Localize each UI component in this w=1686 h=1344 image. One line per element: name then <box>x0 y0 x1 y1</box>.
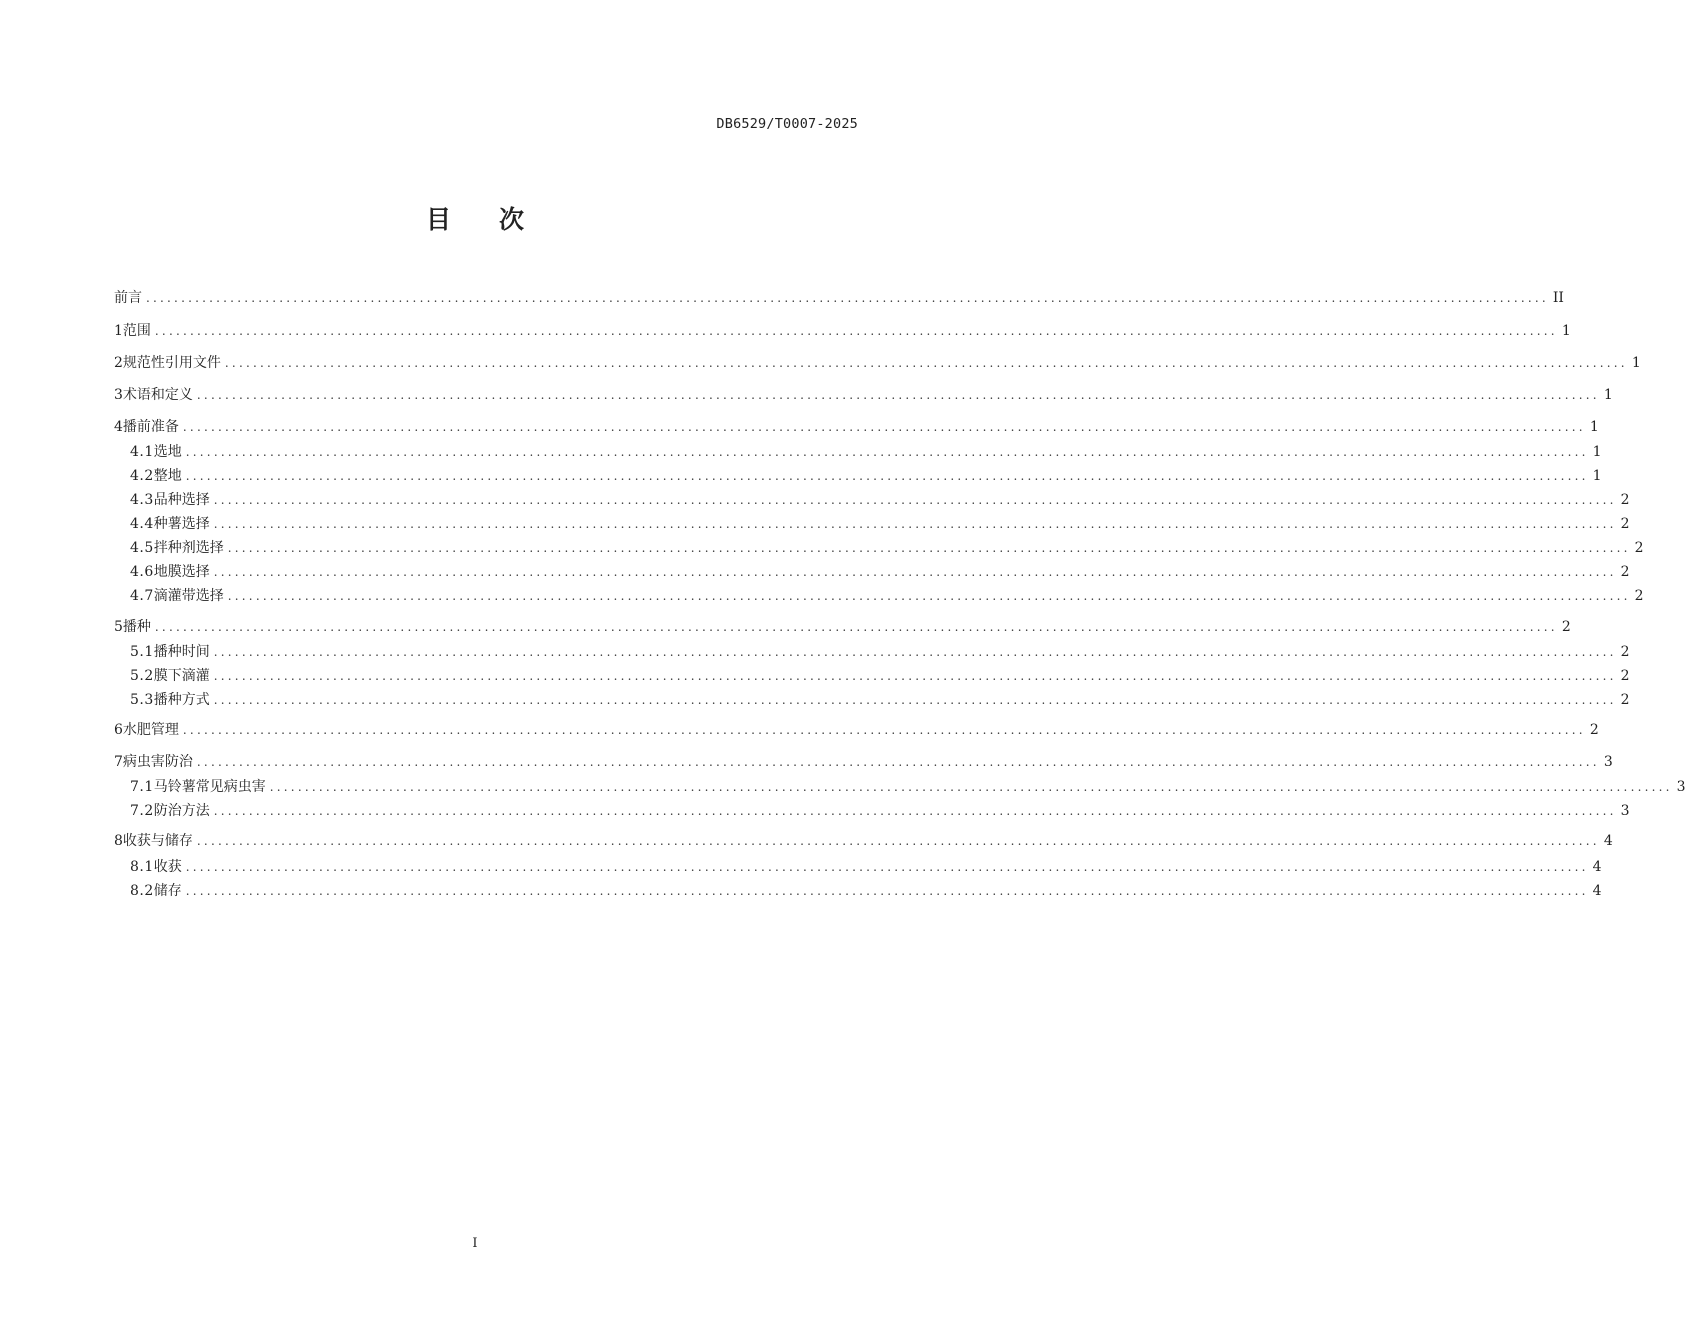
toc-entry-label: 马铃薯常见病虫害 <box>153 779 266 795</box>
toc-entry-label: 膜下滴灌 <box>153 668 210 684</box>
toc-leader-dots: ........................................................................................................................................................................................................ <box>146 291 1549 305</box>
toc-entry[interactable] <box>130 538 1644 558</box>
toc-entry-number: 4.5 <box>130 540 154 556</box>
toc-entry-number: 4.1 <box>130 444 154 460</box>
document-code: DB6529/T0007-2025 <box>716 116 858 132</box>
toc-entry-page: 2 <box>1620 564 1630 580</box>
toc-entry[interactable] <box>130 490 1630 510</box>
toc-entry-label: 前言 <box>114 290 142 306</box>
toc-entry-number: 8.2 <box>130 883 154 899</box>
toc-leader-dots: ........................................................................................................................................................................................................ <box>185 884 1589 898</box>
page-number: I <box>472 1236 478 1251</box>
toc-entry[interactable] <box>130 857 1602 877</box>
toc-entry[interactable] <box>130 801 1630 821</box>
toc-entry-page: 2 <box>1620 492 1630 508</box>
toc-entry[interactable] <box>114 617 1571 637</box>
toc-leader-dots: ........................................................................................................................................................................................................ <box>185 469 1589 483</box>
toc-entry-label: 播种方式 <box>153 692 210 708</box>
toc-entry[interactable] <box>130 777 1686 797</box>
toc-entry-page: 1 <box>1631 355 1641 371</box>
toc-leader-dots: ........................................................................................................................................................................................................ <box>224 356 1628 370</box>
toc-entry-page: 2 <box>1561 619 1571 635</box>
toc-entry[interactable] <box>130 642 1630 662</box>
toc-entry-label: 储存 <box>153 883 182 899</box>
toc-entry-label: 品种选择 <box>153 492 210 508</box>
toc-leader-dots: ........................................................................................................................................................................................................ <box>213 565 1617 579</box>
toc-entry-number: 7 <box>114 754 123 770</box>
toc-entry-number: 4.3 <box>130 492 154 508</box>
toc-entry-page: 1 <box>1561 323 1571 339</box>
toc-entry-number: 7.1 <box>130 779 154 795</box>
toc-entry[interactable] <box>130 881 1602 901</box>
toc-entry-label: 收获与储存 <box>122 833 193 849</box>
toc-entry[interactable] <box>114 417 1599 437</box>
toc-entry[interactable] <box>114 720 1599 740</box>
toc-entry-page: 3 <box>1620 803 1630 819</box>
toc-entry-number: 5.1 <box>130 644 154 660</box>
toc-leader-dots: ........................................................................................................................................................................................................ <box>213 693 1617 707</box>
toc-entry-label: 地膜选择 <box>153 564 210 580</box>
toc-leader-dots: ........................................................................................................................................................................................................ <box>182 420 1586 434</box>
toc-entry-label: 规范性引用文件 <box>122 355 221 371</box>
toc-entry-page: 2 <box>1620 644 1630 660</box>
toc-entry-page: 1 <box>1592 444 1602 460</box>
toc-entry-page: 4 <box>1592 859 1602 875</box>
toc-entry[interactable] <box>114 353 1641 373</box>
toc-entry-number: 8 <box>114 833 123 849</box>
toc-entry-label: 拌种剂选择 <box>153 540 224 556</box>
toc-entry-number: 8.1 <box>130 859 154 875</box>
toc-entry-label: 水肥管理 <box>122 722 179 738</box>
toc-entry-number: 3 <box>114 387 123 403</box>
toc-entry-number: 2 <box>114 355 123 371</box>
toc-entry-number: 5.3 <box>130 692 154 708</box>
toc-entry-label: 种薯选择 <box>153 516 210 532</box>
toc-leader-dots: ........................................................................................................................................................................................................ <box>213 804 1617 818</box>
toc-entry-number: 4.4 <box>130 516 154 532</box>
toc-entry-page: 2 <box>1620 516 1630 532</box>
toc-leader-dots: ........................................................................................................................................................................................................ <box>154 620 1558 634</box>
toc-leader-dots: ........................................................................................................................................................................................................ <box>213 493 1617 507</box>
toc-leader-dots: ........................................................................................................................................................................................................ <box>185 445 1589 459</box>
toc-entry-page: 4 <box>1603 833 1613 849</box>
toc-entry-number: 4.2 <box>130 468 154 484</box>
toc-entry-page: 2 <box>1589 722 1599 738</box>
toc-entry-page: 1 <box>1589 419 1599 435</box>
toc-entry-number: 4.7 <box>130 588 154 604</box>
toc-entry[interactable] <box>114 831 1613 851</box>
toc-entry[interactable] <box>114 288 1564 308</box>
toc-leader-dots: ........................................................................................................................................................................................................ <box>213 517 1617 531</box>
toc-entry-label: 范围 <box>122 323 151 339</box>
toc-entry-label: 播种时间 <box>153 644 210 660</box>
toc-title-part1: 目 <box>425 205 451 234</box>
toc-entry[interactable] <box>130 442 1602 462</box>
toc-leader-dots: ........................................................................................................................................................................................................ <box>227 541 1631 555</box>
toc-title-part2: 次 <box>499 205 525 234</box>
toc-entry-page: 2 <box>1620 692 1630 708</box>
toc-entry-label: 收获 <box>153 859 182 875</box>
toc-entry-page: 1 <box>1603 387 1613 403</box>
toc-leader-dots: ........................................................................................................................................................................................................ <box>196 834 1600 848</box>
toc-entry-number: 5.2 <box>130 668 154 684</box>
toc-entry-label: 整地 <box>153 468 182 484</box>
toc-entry-page: 1 <box>1592 468 1602 484</box>
toc-entry-number: 4 <box>114 419 123 435</box>
toc-leader-dots: ........................................................................................................................................................................................................ <box>185 860 1589 874</box>
toc-entry-page: 3 <box>1603 754 1613 770</box>
toc-leader-dots: ........................................................................................................................................................................................................ <box>154 324 1558 338</box>
toc-entry-label: 病虫害防治 <box>122 754 193 770</box>
toc-entry-label: 选地 <box>153 444 182 460</box>
toc-entry-number: 6 <box>114 722 123 738</box>
toc-entry[interactable] <box>130 514 1630 534</box>
toc-entry-label: 防治方法 <box>153 803 210 819</box>
toc-entry-number: 4.6 <box>130 564 154 580</box>
toc-entry-page: 2 <box>1620 668 1630 684</box>
toc-entry[interactable] <box>130 586 1644 606</box>
toc-entry-number: 1 <box>114 323 123 339</box>
toc-entry-label: 播前准备 <box>122 419 179 435</box>
toc-entry-page: 2 <box>1634 540 1644 556</box>
toc-entry[interactable] <box>114 752 1613 772</box>
toc-entry-page: 2 <box>1634 588 1644 604</box>
toc-entry[interactable] <box>114 385 1613 405</box>
toc-entry-label: 滴灌带选择 <box>153 588 224 604</box>
toc-leader-dots: ........................................................................................................................................................................................................ <box>182 723 1586 737</box>
toc-entry-label: 术语和定义 <box>122 387 193 403</box>
toc-entry[interactable] <box>114 321 1571 341</box>
toc-entry[interactable] <box>130 690 1630 710</box>
toc-leader-dots: ........................................................................................................................................................................................................ <box>227 589 1631 603</box>
toc-leader-dots: ........................................................................................................................................................................................................ <box>213 645 1617 659</box>
toc-entry-number: 7.2 <box>130 803 154 819</box>
toc-entry[interactable] <box>130 666 1630 686</box>
toc-entry-page: 4 <box>1592 883 1602 899</box>
toc-entry[interactable] <box>130 562 1630 582</box>
toc-entry-page: II <box>1552 290 1564 306</box>
toc-entry-number: 5 <box>114 619 123 635</box>
toc-entry-label: 播种 <box>122 619 151 635</box>
toc-leader-dots: ........................................................................................................................................................................................................ <box>213 669 1617 683</box>
toc-leader-dots: ........................................................................................................................................................................................................ <box>269 780 1673 794</box>
toc-entry-page: 3 <box>1676 779 1686 795</box>
toc-leader-dots: ........................................................................................................................................................................................................ <box>196 755 1600 769</box>
toc-leader-dots: ........................................................................................................................................................................................................ <box>196 388 1600 402</box>
toc-entry[interactable] <box>130 466 1602 486</box>
